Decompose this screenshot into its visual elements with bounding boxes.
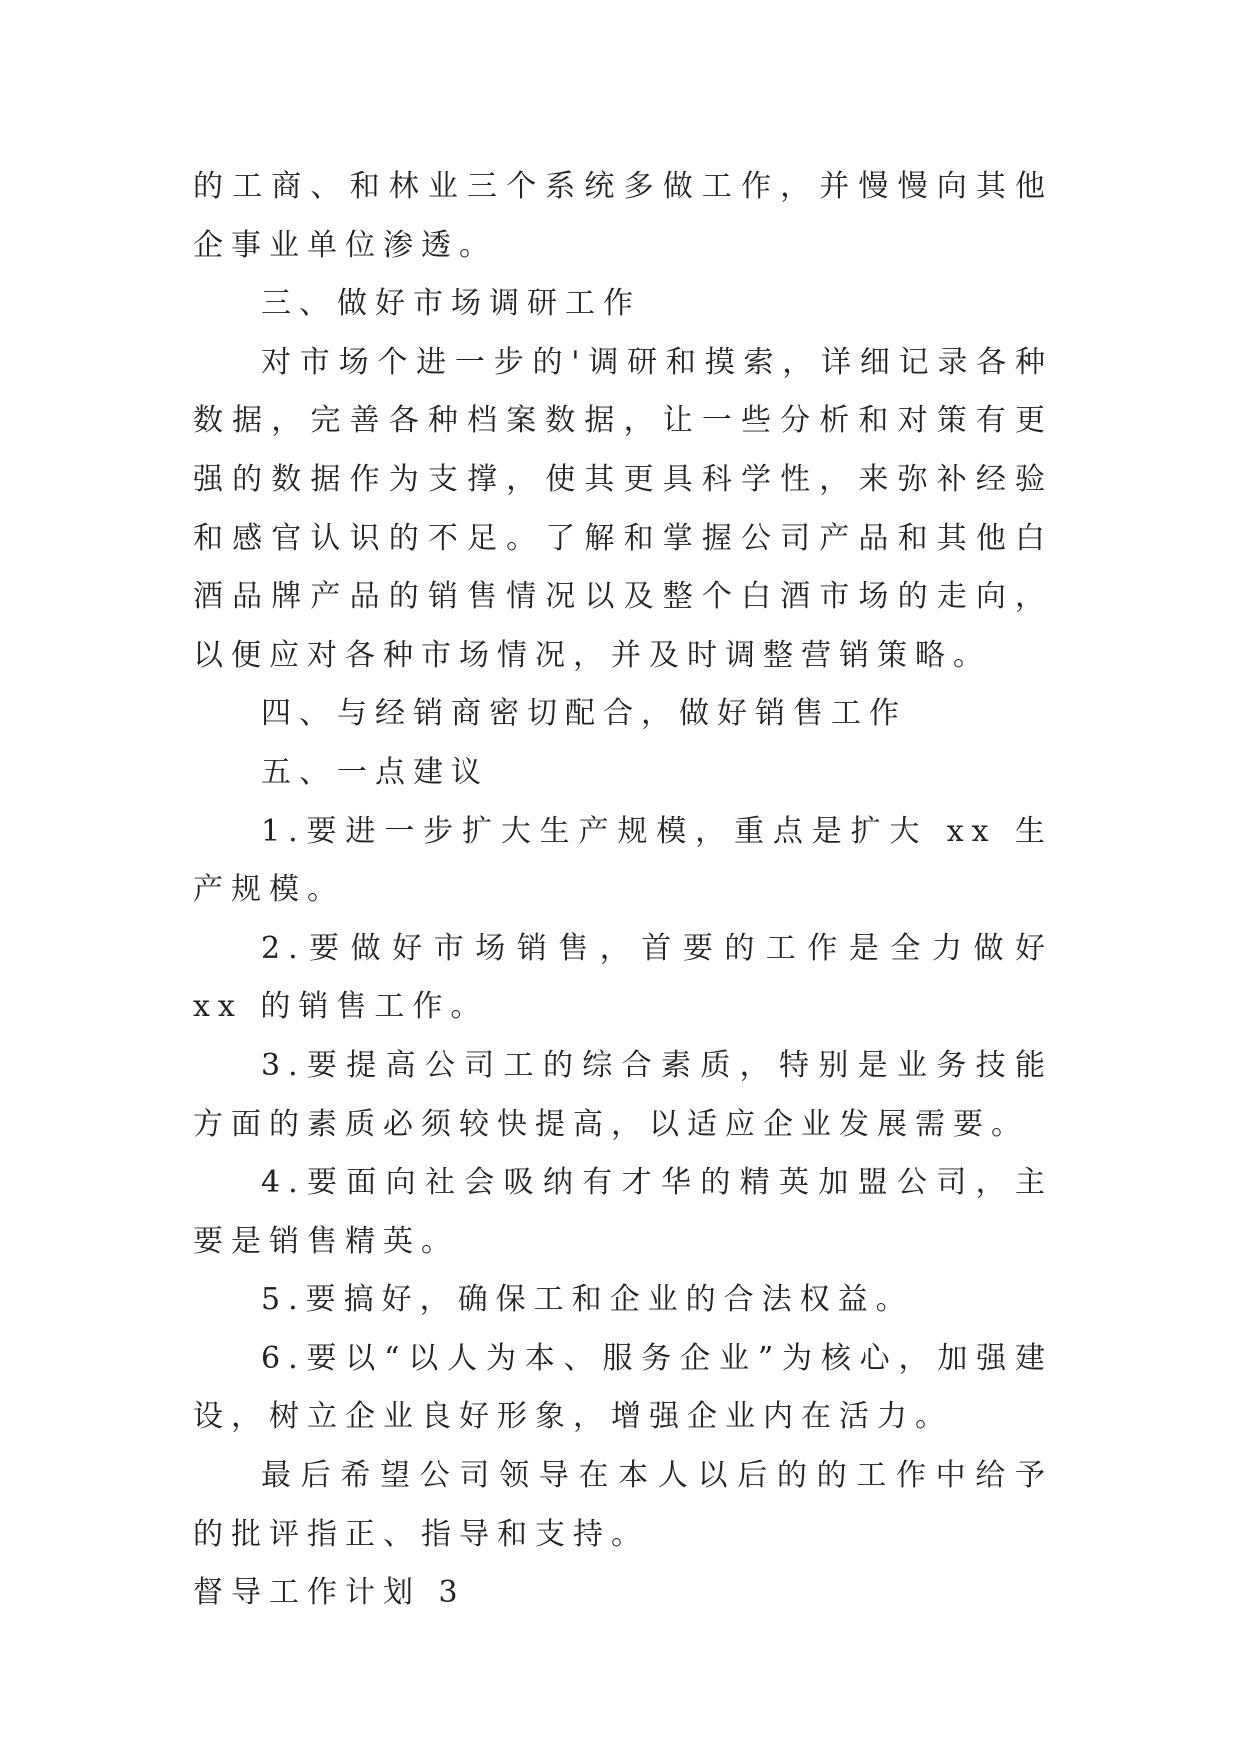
suggestion-item-4: 4.要面向社会吸纳有才华的精英加盟公司，主要是销售精英。 (193, 1165, 1053, 1259)
paragraph-market-research: 对市场个进一步的'调研和摸索，详细记录各种数据，完善各种档案数据，让一些分析和对策有更强的数据作为支撑，使其更具科学性，来弥补经验和感官认识的不足。了解和掌握公司产品和其他白酒品牌产品的销售情况以及整个白酒市场的走向，以便应对各种市场情况，并及时调整营销策略。 (193, 344, 1053, 673)
suggestion-item-3: 3.要提高公司工的综合素质，特别是业务技能方面的素质必须较快提高，以适应企业发展需要。 (193, 1047, 1053, 1142)
suggestion-item-2: 2.要做好市场销售，首要的工作是全力做好 xx 的销售工作。 (193, 930, 1053, 1025)
section-heading-market-research: 三、做好市场调研工作 (261, 286, 641, 322)
suggestion-item-1: 1.要进一步扩大生产规模，重点是扩大 xx 生产规模。 (193, 813, 1053, 908)
next-document-title: 督导工作计划 3 (193, 1575, 466, 1611)
suggestion-item-6: 6.要以“以人为本、服务企业”为核心，加强建设，树立企业良好形象，增强企业内在活力。 (193, 1340, 1053, 1435)
section-heading-suggestions: 五、一点建议 (261, 754, 489, 790)
closing-paragraph: 最后希望公司领导在本人以后的的工作中给予的批评指正、指导和支持。 (193, 1458, 1053, 1552)
document-body (193, 158, 1053, 1623)
section-heading-dealer-cooperation: 四、与经销商密切配合，做好销售工作 (261, 696, 907, 732)
paragraph-continuation: 的工商、和林业三个系统多做工作，并慢慢向其他企事业单位渗透。 (193, 169, 1053, 263)
suggestion-item-5: 5.要搞好，确保工和企业的合法权益。 (261, 1282, 914, 1318)
